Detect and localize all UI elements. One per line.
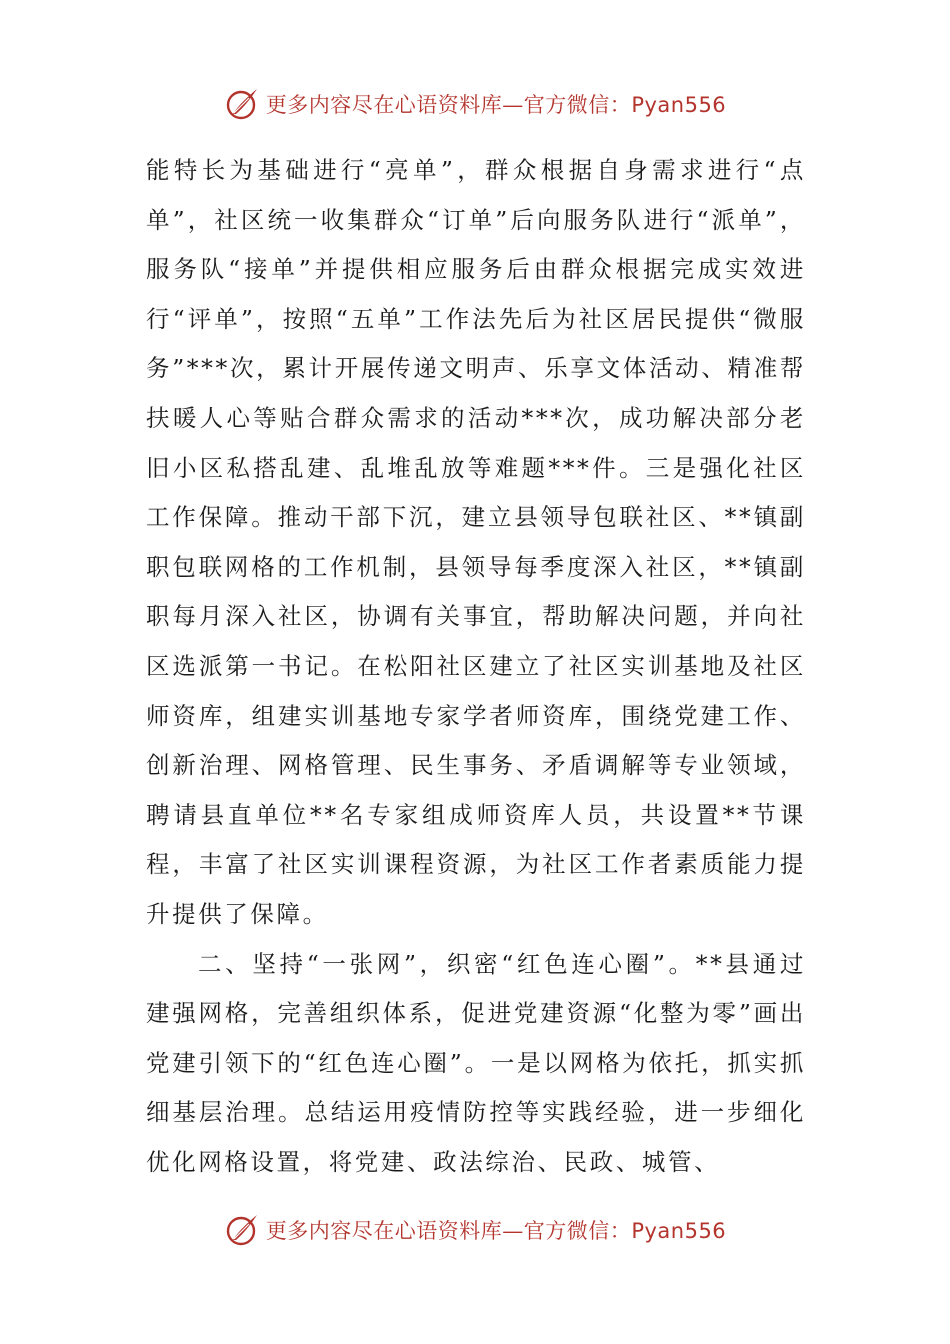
body-paragraph-1: 能特长为基础进行“亮单”，群众根据自身需求进行“点单”，社区统一收集群众“订单”后向服务队进行“派单”，服务队“接单”并提供相应服务后由群众根据完成实效进行“评单”，按照“五单”工作法先后为社区居民提供“微服务”***次，累计开展传递文明声、乐享文体活动、精准帮扶暖人心等贴合群众需求的活动***次，成功解决部分老旧小区私搭乱建、乱堆乱放等难题***件。三是强化社区工作保障。推动干部下沉，建立县领导包联社区、**镇副职包联网格的工作机制，县领导每季度深入社区，**镇副职每月深入社区，协调有关事宜，帮助解决问题，并向社区选派第一书记。在松阳社区建立了社区实训基地及社区师资库，组建实训基地专家学者师资库，围绕党建工作、创新治理、网格管理、民生事务、矛盾调解等专业领域，聘请县直单位**名专家组成师资库人员，共设置**节课程，丰富了社区实训课程资源，为社区工作者素质能力提升提供了保障。 — [146, 156, 806, 928]
footer-banner-text: 更多内容尽在心语资料库—官方微信：Pyan556 — [265, 1219, 727, 1243]
header-banner-text: 更多内容尽在心语资料库—官方微信：Pyan556 — [265, 93, 727, 117]
body-paragraph-2: 二、坚持“一张网”，织密“红色连心圈”。**县通过建强网格，完善组织体系，促进党建资源“化整为零”画出党建引领下的“红色连心圈”。一是以网格为依托，抓实抓细基层治理。总结运用疫情防控等实践经验，进一步细化优化网格设置，将党建、政法综治、民政、城管、 — [146, 949, 806, 1176]
quill-pen-logo-icon — [224, 1212, 260, 1248]
header-banner-handle: Pyan556 — [631, 93, 727, 117]
document-body — [146, 146, 806, 1187]
footer-banner-handle: Pyan556 — [631, 1219, 727, 1243]
footer-banner — [0, 1210, 950, 1250]
header-banner — [0, 84, 950, 124]
quill-pen-logo-icon — [224, 86, 260, 122]
